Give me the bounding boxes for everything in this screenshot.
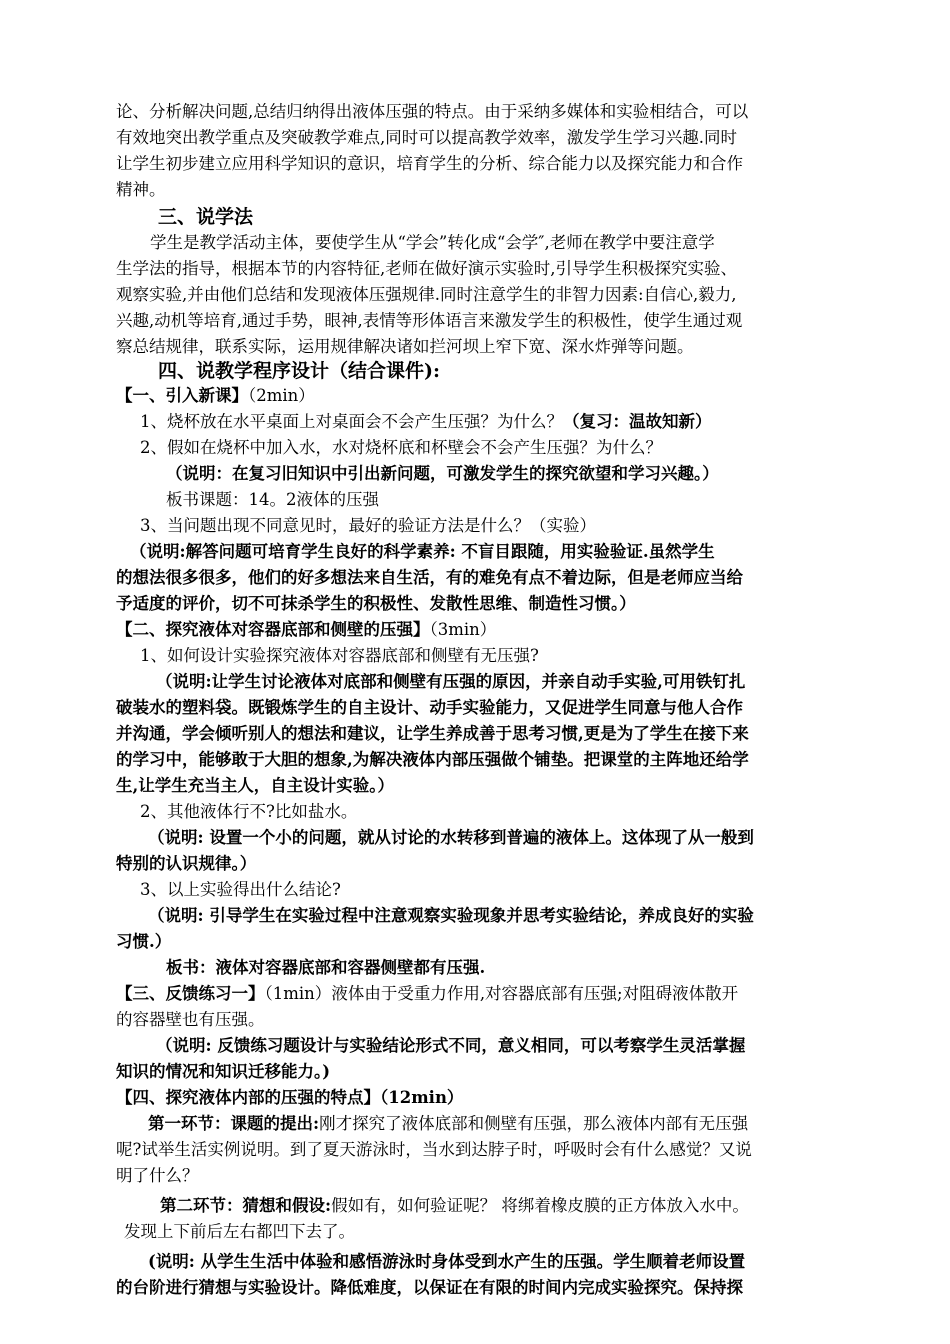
part-heading: 【一、引入新课】 (116, 386, 248, 405)
note-line: （说明:解答问题可培育学生良好的科学素养: 不盲目跟随，用实验验证.虽然学生 (130, 542, 715, 561)
part-heading-line (116, 981, 738, 1007)
step-line (160, 1193, 749, 1219)
part-heading: 【二、探究液体对容器底部和侧壁的压强】 (116, 620, 430, 639)
note-line: 习惯.） (116, 932, 172, 951)
step-label: 第二环节：猜想和假设: (160, 1196, 332, 1215)
part-heading-line (116, 383, 315, 409)
question-note: （复习：温故知新） (563, 412, 712, 431)
step-label: 第一环节：课题的提出: (148, 1114, 320, 1133)
note-line: （说明: 引导学生在实验过程中注意观察实验现象并思考实验结论，养成良好的实验 (148, 906, 754, 925)
paragraph-line: 观察实验,并由他们总结和发现液体压强规律.同时注意学生的非智力因素:自信心,毅力, (116, 285, 737, 304)
question-text: 2、假如在烧杯中加入水，水对烧杯底和杯壁会不会产生压强？为什么？ (140, 438, 662, 457)
part-heading-line (116, 617, 496, 643)
question-text: 3、当问题出现不同意见时，最好的验证方法是什么？（实验） (140, 516, 596, 535)
paragraph-line: 呢?试举生活实例说明。到了夏天游泳时，当水到达脖子时，呼吸时会有什么感觉？又说 (116, 1140, 752, 1159)
board-text: 板书：液体对容器底部和容器侧壁都有压强. (166, 958, 486, 977)
step-line (148, 1111, 748, 1137)
paragraph-line: 精神。 (116, 180, 166, 199)
part-heading: 【四、探究液体内部的压强的特点】（12min） (116, 1088, 464, 1107)
paragraph-line: 生学法的指导，根据本节的内容特征,老师在做好演示实验时,引导学生积极探究实验、 (116, 259, 737, 278)
question-text: 3、以上实验得出什么结论? (140, 880, 341, 899)
paragraph-line: 让学生初步建立应用科学知识的意识，培育学生的分析、综合能力以及探究能力和合作 (116, 154, 743, 173)
note-line: （说明: 反馈练习题设计与实验结论形式不同，意义相同，可以考察学生灵活掌握 (156, 1036, 746, 1055)
paragraph-line: 的容器壁也有压强。 (116, 1010, 265, 1029)
note-line: （说明：在复习旧知识中引出新问题，可激发学生的探究欲望和学习兴趣。） (166, 464, 719, 483)
note-line: (说明: 从学生生活中体验和感悟游泳时身体受到水产生的压强。学生顺着老师设置 (148, 1252, 746, 1271)
question-text: 2、其他液体行不?比如盐水。 (140, 802, 358, 821)
paragraph-line: 明了什么？ (116, 1166, 199, 1185)
paragraph-line: 发现上下前后左右都凹下去了。 (124, 1222, 355, 1241)
paragraph-line: 学生是教学活动主体，要使学生从“学会”转化成“会学″,老师在教学中要注意学 (150, 233, 715, 252)
question-text: 1、烧杯放在水平桌面上对桌面会不会产生压强？为什么？ (140, 412, 563, 431)
note-line: 的学习中，能够敢于大胆的想象,为解决液体内部压强做个铺垫。把课堂的主阵地还给学 (116, 750, 749, 769)
question-text: 1、如何设计实验探究液体对容器底部和侧壁有无压强? (140, 646, 539, 665)
note-line: 予适度的评价，切不可抹杀学生的积极性、发散性思维、制造性习惯。） (116, 594, 636, 613)
note-line: （说明: 设置一个小的问题，就从讨论的水转移到普遍的液体上。这体现了从一般到 (148, 828, 754, 847)
step-text: 刚才探究了液体底部和侧壁有压强，那么液体内部有无压强 (319, 1114, 749, 1133)
note-line: 的想法很多很多，他们的好多想法来自生活，有的难免有点不着边际，但是老师应当给 (116, 568, 743, 587)
time-label: （3min） (429, 620, 497, 639)
time-label: （2min） (248, 386, 315, 405)
part-heading: 【三、反馈练习一】 (116, 984, 265, 1003)
question-line (140, 409, 712, 435)
step-text: 假如有，如何验证呢？ 将绑着橡皮膜的正方体放入水中。 (331, 1196, 749, 1215)
paragraph-text: 液体由于受重力作用,对容器底部有压强;对阻碍液体散开 (331, 984, 739, 1003)
board-title: 板书课题：14。2液体的压强 (166, 490, 379, 509)
time-label: （1min） (264, 984, 332, 1003)
paragraph-line: 察总结规律，联系实际，运用规律解决诸如拦河坝上窄下宽、深水炸弹等问题。 (116, 337, 694, 356)
paragraph-line: 有效地突出教学重点及突破教学难点,同时可以提高教学效率，激发学生学习兴趣.同时 (116, 128, 737, 147)
section-heading: 四、说教学程序设计（结合课件): (158, 360, 441, 382)
note-line: 生,让学生充当主人，自主设计实验。） (116, 776, 394, 795)
section-heading: 三、说学法 (158, 206, 254, 228)
note-line: 的台阶进行猜想与实验设计。降低难度，以保证在有限的时间内完成实验探究。保持探 (116, 1278, 743, 1297)
paragraph-line: 论、分析解决问题,总结归纳得出液体压强的特点。由于采纳多媒体和实验相结合，可以 (116, 102, 749, 121)
note-line: 特别的认识规律。） (116, 854, 257, 873)
note-line: 破装水的塑料袋。既锻炼学生的自主设计、动手实验能力，又促进学生同意与他人合作 (116, 698, 743, 717)
note-line: 并沟通，学会倾听别人的想法和建议，让学生养成善于思考习惯,更是为了学生在接下来 (116, 724, 749, 743)
note-line: （说明:让学生讨论液体对底部和侧壁有压强的原因，并亲自动手实验,可用铁钉扎 (156, 672, 746, 691)
note-line: 知识的情况和知识迁移能力。) (116, 1062, 331, 1081)
paragraph-line: 兴趣,动机等培育,通过手势，眼神,表情等形体语言来激发学生的积极性，使学生通过观 (116, 311, 743, 330)
